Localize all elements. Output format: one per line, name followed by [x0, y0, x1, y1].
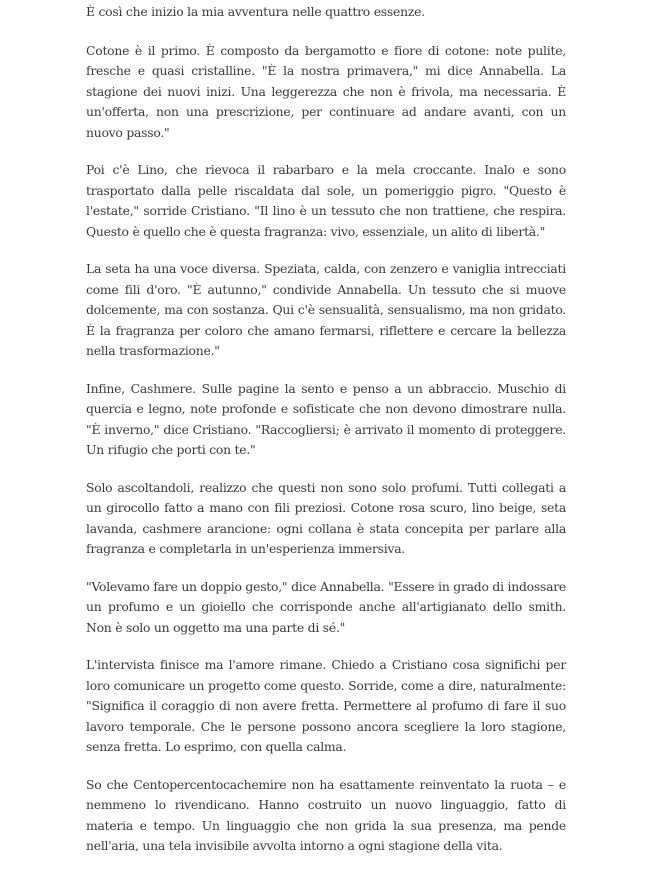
paragraph-collane: Solo ascoltandoli, realizzo che questi non sono solo profumi. Tutti collegati a un girocollo fatto a mano con fili preziosi. Cotone rosa scuro, lino beige, seta lavanda, cashmere arancione: ogni collana è stata concepita per parlare alla fragranza e completarla in un'esperienza immersiva. [86, 479, 566, 556]
paragraph-cashmere: Infine, Cashmere. Sulle pagine la sento e penso a un abbraccio. Muschio di quercia e legno, note profonde e sofisticate che non devono dimostrare nulla. "È inverno," dice Cristiano. "Raccogliersi; è arrivato il momento di proteggere. Un rifugio che porti con te." [86, 380, 566, 457]
paragraph-lino: Poi c'è Lino, che rievoca il rabarbaro e la mela croccante. Inalo e sono trasportato dalla pelle riscaldata dal sole, un pomeriggio pigro. "Questo è l'estate," sorride Cristiano. "Il lino è un tessuto che non trattiene, che respira. Questo è quello che è questa fragranza: vivo, essenziale, un alito di libertà." [86, 162, 566, 239]
paragraph-doppio-gesto: "Volevamo fare un doppio gesto," dice Annabella. "Essere in grado di indossare un profumo e un gioiello che corrisponde anche all'artigianato dello smith. Non è solo un oggetto ma una parte di sé." [86, 578, 566, 635]
paragraph-intervista: L'intervista finisce ma l'amore rimane. Chiedo a Cristiano cosa significhi per loro comunicare un progetto come questo. Sorride, come a dire, naturalmente: "Significa il coraggio di non avere fretta. Permettere al profumo di fare il suo lavoro temporale. Che le persone possono ancora scegliere la loro stagione, senza fretta. Lo esprimo, con quella calma. [86, 657, 566, 754]
paragraph-seta: La seta ha una voce diversa. Speziata, calda, con zenzero e vaniglia intrecciati come fili d'oro. "È autunno," condivide Annabella. Un tessuto che si muove dolcemente, ma con sostanza. Qui c'è sensualità, sensualismo, ma non gridato. È la fragranza per coloro che amano fermarsi, riflettere e cercare la bellezza nella trasformazione." [86, 261, 566, 358]
article-body [86, 2, 566, 874]
paragraph-intro: È così che inizio la mia avventura nelle quattro essenze. [86, 4, 425, 19]
paragraph-cotone: Cotone è il primo. È composto da bergamotto e fiore di cotone: note pulite, fresche e quasi cristalline. "È la nostra primavera," mi dice Annabella. La stagione dei nuovi inizi. Una leggerezza che non è frivola, ma necessaria. È un'offerta, non una prescrizione, per continuare ad andare avanti, con un nuovo passo." [86, 42, 566, 140]
paragraph-conclusione: So che Centopercentocachemire non ha esattamente reinventato la ruota – e nemmeno lo rivendicano. Hanno costruito un nuovo linguaggio, fatto di materia e tempo. Un linguaggio che non grida la sua presenza, ma pende nell'aria, una tela invisibile avvolta intorno a ogni stagione della vita. [86, 776, 566, 853]
